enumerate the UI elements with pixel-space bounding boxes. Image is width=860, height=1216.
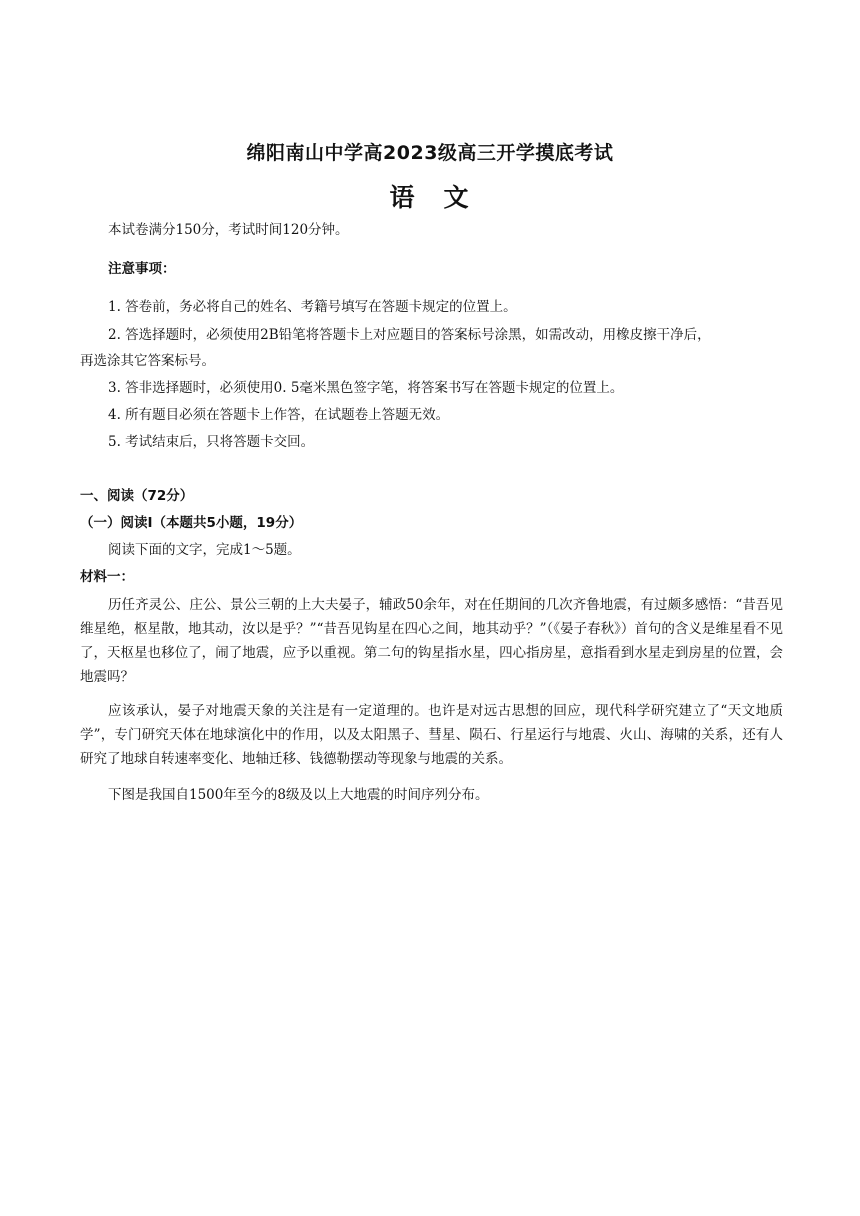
exam-title: 绵阳南山中学高2023级高三开学摸底考试 <box>246 142 614 164</box>
section-heading: 一、阅读（72分） <box>80 488 194 504</box>
note-item-2-continued: 再选涂其它答案标号。 <box>80 353 215 369</box>
note-item-3: 3. 答非选择题时，必须使用0. 5毫米黑色签字笔，将答案书写在答题卡规定的位置上。 <box>108 380 624 396</box>
note-item-1: 1. 答卷前，务必将自己的姓名、考籍号填写在答题卡规定的位置上。 <box>108 299 517 315</box>
material-paragraph-1: 历任齐灵公、庄公、景公三朝的上大夫晏子，辅政50余年，对在任期间的几次齐鲁地震，有过颇多感悟：“昔吾见维星绝，枢星散，地其动，汝以是乎？”“昔吾见钩星在四心之间，地其动乎？”（《晏子春秋》）首句的含义是维星看不见了，天枢星也移位了，闹了地震，应予以重视。第二句的钩星指水星，四心指房星，意指看到水星走到房星的位置，会地震吗？ <box>80 597 783 685</box>
sub-section-heading: （一）阅读Ⅰ（本题共5小题，19分） <box>80 515 303 531</box>
notes-heading: 注意事项： <box>108 261 176 277</box>
material-paragraph-3: 下图是我国自1500年至今的8级及以上大地震的时间序列分布。 <box>108 787 489 803</box>
material-paragraph-2: 应该承认，晏子对地震天象的关注是有一定道理的。也许是对远古思想的回应，现代科学研究建立了“天文地质学”，专门研究天体在地球演化中的作用，以及太阳黑子、彗星、陨石、行星运行与地震、火山、海啸的关系，还有人研究了地球自转速率变化、地轴迁移、钱德勒摆动等现象与地震的关系。 <box>80 703 783 767</box>
note-item-4: 4. 所有题目必须在答题卡上作答，在试题卷上答题无效。 <box>108 407 450 423</box>
exam-intro: 本试卷满分150分，考试时间120分钟。 <box>108 222 349 238</box>
material-label: 材料一： <box>80 569 134 585</box>
note-item-5: 5. 考试结束后，只将答题卡交回。 <box>108 434 315 450</box>
note-item-2: 2. 答选择题时，必须使用2B铅笔将答题卡上对应题目的答案标号涂黑，如需改动，用橡皮擦干净后， <box>108 327 711 343</box>
reading-instruction: 阅读下面的文字，完成1～5题。 <box>108 542 301 558</box>
subject-title: 语 文 <box>389 183 471 212</box>
